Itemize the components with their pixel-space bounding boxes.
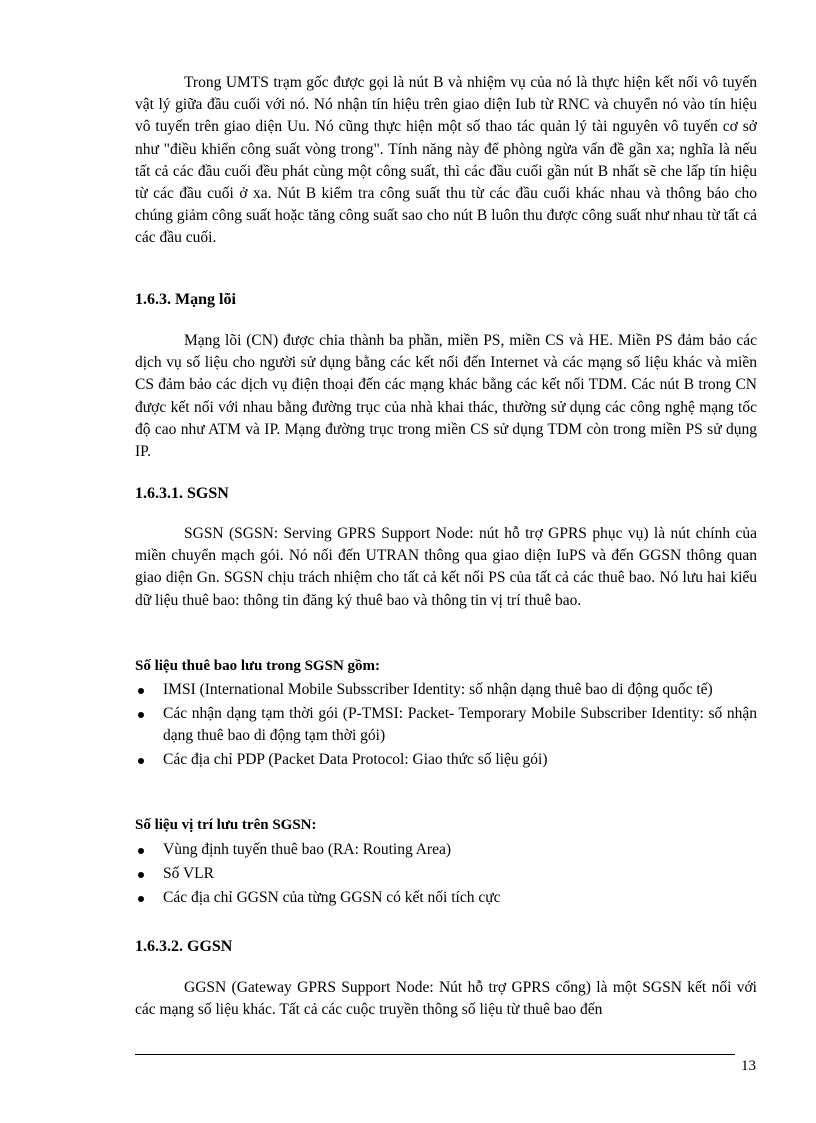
bullet-icon (138, 848, 144, 854)
list-item (135, 839, 757, 861)
bullet-icon (138, 758, 144, 764)
core-network-paragraph: Mạng lõi (CN) được chia thành ba phần, miền PS, miền CS và HE. Miền PS đảm bảo các dịch vụ số liệu cho người sử dụng bằng các kết nối đến Internet và các mạng số liệu khác và miền CS đảm bảo các dịch vụ điện thoại đến các mạng khác bằng các kết nối TDM. Các nút B trong CN được kết nối với nhau bằng đường trục của nhà khai thác, thường sử dụng các công nghệ mạng tốc độ cao như ATM và IP. Mạng đường trục trong miền CS sử dụng TDM còn trong miền PS sử dụng IP. (135, 332, 757, 461)
list-item-text: Vùng định tuyến thuê bao (RA: Routing Area) (163, 841, 451, 858)
bullet-icon (138, 688, 144, 694)
subscriber-data-title: Số liệu thuê bao lưu trong SGSN gồm: (135, 658, 381, 674)
list-item (135, 749, 757, 771)
section-heading-sgsn: 1.6.3.1. SGSN (135, 485, 229, 502)
bullet-icon (138, 872, 144, 878)
location-data-title: Số liệu vị trí lưu trên SGSN: (135, 817, 317, 833)
list-item-text: Số VLR (163, 865, 214, 882)
list-item (135, 679, 757, 701)
bullet-icon (138, 896, 144, 902)
list-item-text: IMSI (International Mobile Subsscriber Identity: số nhận dạng thuê bao di động quốc tế) (163, 681, 713, 698)
list-item (135, 887, 757, 909)
list-item-text: Các nhận dạng tạm thời gói (P-TMSI: Packet- Temporary Mobile Subscriber Identity: số nhận dạng thuê bao di động tạm thời gói) (163, 705, 757, 744)
bullet-icon (138, 712, 144, 718)
section-heading-ggsn: 1.6.3.2. GGSN (135, 938, 233, 955)
sgsn-paragraph: SGSN (SGSN: Serving GPRS Support Node: nút hỗ trợ GPRS phục vụ) là nút chính của miền chuyển mạch gói. Nó nối đến UTRAN thông qua giao diện IuPS và đến GGSN thông quan giao diện Gn. SGSN chịu trách nhiệm cho tất cả kết nối PS của tất cả các thuê bao. Nó lưu hai kiểu dữ liệu thuê bao: thông tin đăng ký thuê bao và thông tin vị trí thuê bao. (135, 525, 757, 609)
list-item (135, 863, 757, 885)
list-item-text: Các địa chỉ PDP (Packet Data Protocol: Giao thức số liệu gói) (163, 751, 548, 768)
location-data-list (135, 839, 757, 911)
page-number: 13 (741, 1058, 756, 1074)
section-heading-core-network: 1.6.3. Mạng lõi (135, 291, 236, 308)
list-item (135, 703, 757, 747)
subscriber-data-list (135, 679, 757, 773)
footer-divider (135, 1054, 735, 1055)
list-item-text: Các địa chỉ GGSN của từng GGSN có kết nối tích cực (163, 889, 501, 906)
intro-paragraph: Trong UMTS trạm gốc được gọi là nút B và nhiệm vụ của nó là thực hiện kết nối vô tuyến vật lý giữa đầu cuối với nó. Nó nhận tín hiệu trên giao diện Iub từ RNC và chuyển nó vào tín hiệu vô tuyến trên giao diện Uu. Nó cũng thực hiện một số thao tác quản lý tài nguyên vô tuyến cơ sở như "điều khiển công suất vòng trong". Tính năng này để phòng ngừa vấn đề gần xa; nghĩa là nếu tất cả các đầu cuối đều phát cùng một công suất, thì các đầu cuối gần nút B nhất sẽ che lấp tín hiệu từ các đầu cuối ở xa. Nút B kiểm tra công suất thu từ các đầu cuối khác nhau và thông báo cho chúng giảm công suất hoặc tăng công suất sao cho nút B luôn thu được công suất như nhau từ tất cả các đầu cuối. (135, 74, 757, 247)
ggsn-paragraph: GGSN (Gateway GPRS Support Node: Nút hỗ trợ GPRS cổng) là một SGSN kết nối với các mạng số liệu khác. Tất cả các cuộc truyền thông số liệu từ thuê bao đến (135, 979, 757, 1019)
